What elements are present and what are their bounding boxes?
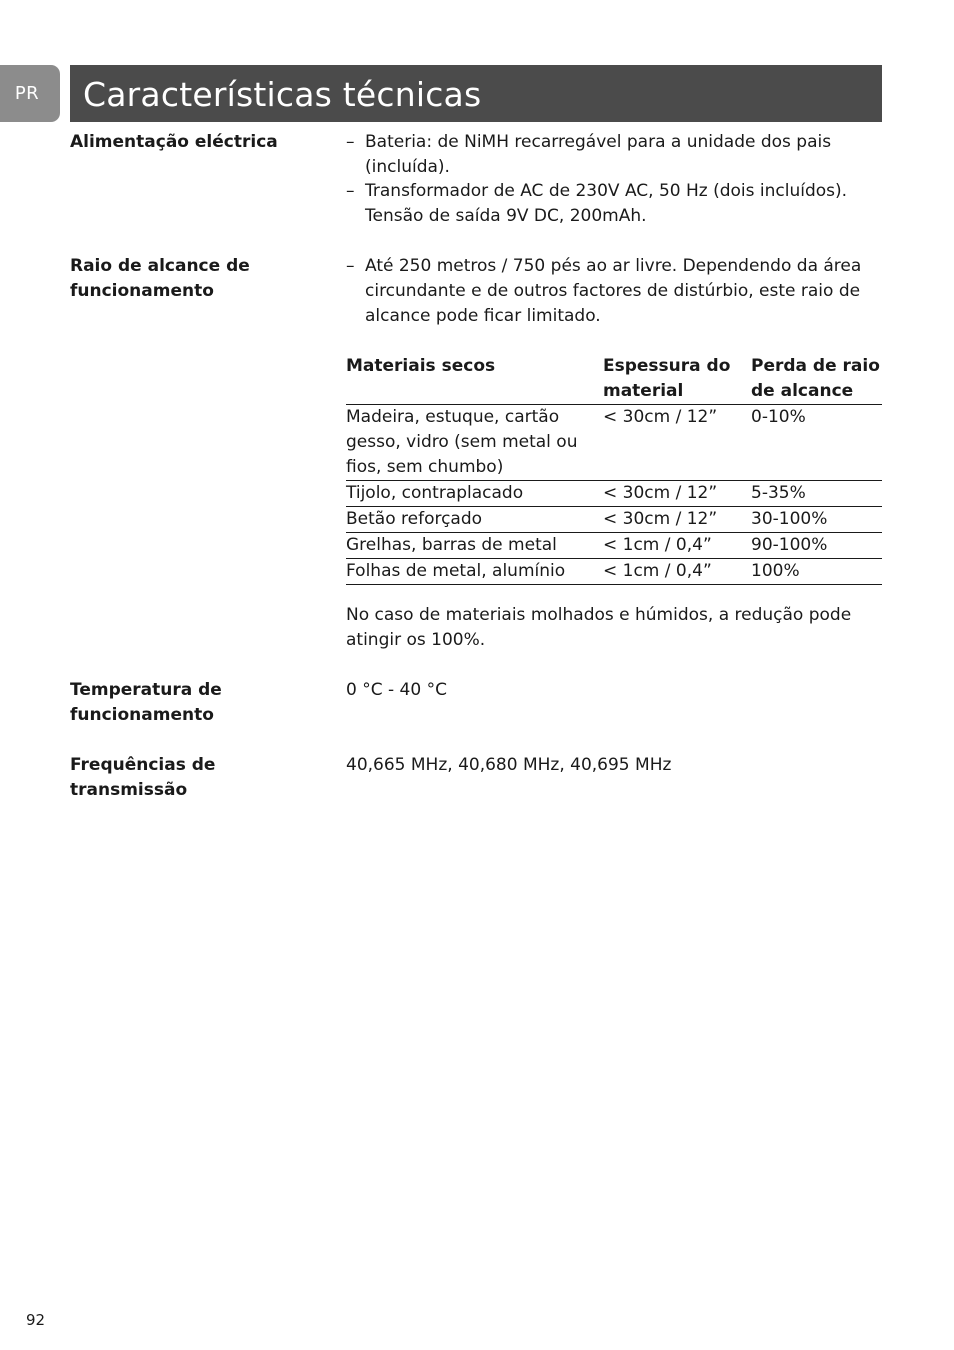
table-cell-thickness: < 30cm / 12” [603, 405, 751, 481]
table-cell-material: Madeira, estuque, cartão gesso, vidro (sem metal ou fios, sem chumbo) [346, 405, 603, 481]
table-cell-thickness: < 30cm / 12” [603, 507, 751, 533]
range-bullet-outdoor [346, 254, 882, 329]
transmission-frequencies-value: 40,665 MHz, 40,680 MHz, 40,695 MHz [346, 755, 672, 775]
power-bullet-adapter [346, 179, 882, 229]
table-header-range-loss: Perda de raio de alcance [751, 354, 882, 405]
table-row [346, 507, 882, 533]
table-header-materials: Materiais secos [346, 354, 603, 405]
operating-temperature-label-line1: Temperatura de [70, 680, 222, 700]
table-row [346, 481, 882, 507]
dash-glyph: – [346, 132, 355, 152]
power-bullet-adapter-text: Transformador de AC de 230V AC, 50 Hz (dois incluídos). Tensão de saída 9V DC, 200mAh. [365, 181, 848, 226]
table-cell-material: Folhas de metal, alumínio [346, 559, 603, 585]
materials-table [346, 354, 882, 585]
table-row [346, 559, 882, 585]
table-cell-thickness: < 1cm / 0,4” [603, 533, 751, 559]
operating-range-label [70, 254, 320, 304]
power-bullet-battery-text: Bateria: de NiMH recarregável para a unidade dos pais (incluída). [365, 132, 832, 177]
table-row [346, 405, 882, 481]
transmission-frequencies-label [70, 753, 320, 803]
wet-materials-note: No caso de materiais molhados e húmidos, a redução pode atingir os 100%. [346, 605, 852, 650]
table-cell-loss: 5-35% [751, 481, 882, 507]
table-cell-loss: 0-10% [751, 405, 882, 481]
table-cell-loss: 90-100% [751, 533, 882, 559]
language-tab: PR [0, 65, 60, 122]
operating-temperature-label-line2: funcionamento [70, 705, 214, 725]
table-header-row [346, 354, 882, 405]
table-cell-loss: 100% [751, 559, 882, 585]
page-number: 92 [26, 1311, 46, 1329]
table-row [346, 533, 882, 559]
range-bullet-outdoor-text: Até 250 metros / 750 pés ao ar livre. Dependendo da área circundante e de outros factores de distúrbio, este raio de alcance pode ficar limitado. [365, 256, 862, 326]
operating-temperature-value: 0 °C - 40 °C [346, 680, 447, 700]
power-bullet-battery [346, 130, 882, 180]
transmission-frequencies-label-line1: Frequências de [70, 755, 216, 775]
table-cell-material: Grelhas, barras de metal [346, 533, 603, 559]
transmission-frequencies-label-line2: transmissão [70, 780, 188, 800]
dash-glyph: – [346, 181, 355, 201]
dash-glyph: – [346, 256, 355, 276]
operating-range-label-line1: Raio de alcance de [70, 256, 250, 276]
table-header-thickness: Espessura do material [603, 354, 751, 405]
page-title: Características técnicas [70, 65, 882, 122]
operating-temperature-label [70, 678, 320, 728]
table-cell-loss: 30-100% [751, 507, 882, 533]
operating-range-label-line2: funcionamento [70, 281, 214, 301]
power-supply-label: Alimentação eléctrica [70, 132, 278, 152]
table-cell-material: Tijolo, contraplacado [346, 481, 603, 507]
table-cell-thickness: < 30cm / 12” [603, 481, 751, 507]
table-cell-material: Betão reforçado [346, 507, 603, 533]
table-cell-thickness: < 1cm / 0,4” [603, 559, 751, 585]
